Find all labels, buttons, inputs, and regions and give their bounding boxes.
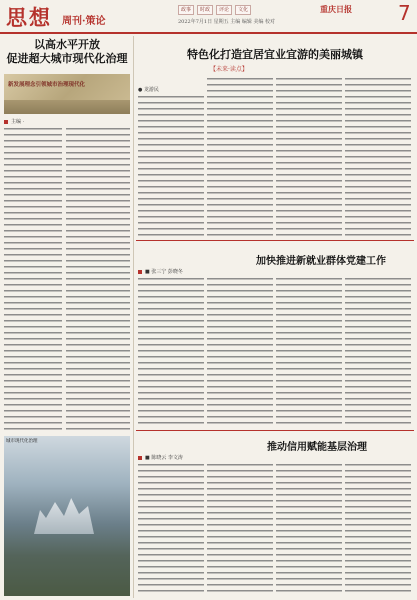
article1-byline-row xyxy=(4,118,24,125)
article4-body-col1 xyxy=(138,462,204,596)
article4-byline-row xyxy=(138,454,183,461)
tab-3: 评论 xyxy=(216,5,232,15)
article2-body-col2 xyxy=(207,76,273,236)
article2-body-col4 xyxy=(345,76,411,236)
section-tabs xyxy=(178,5,251,13)
article4-body-col3 xyxy=(276,462,342,596)
page-number: 7 xyxy=(398,1,411,25)
photo-caption: 城市现代化治理 xyxy=(6,439,38,444)
article3-body-col3 xyxy=(276,276,342,426)
masthead: 思想 xyxy=(6,5,52,30)
article4-body-col4 xyxy=(345,462,411,596)
article1-title xyxy=(4,38,130,66)
tab-1: 政事 xyxy=(178,5,194,15)
column-divider xyxy=(133,36,134,598)
article2-title: 特色化打造宜居宜业宜游的美丽城镇 xyxy=(187,48,363,61)
article1-banner-caption: 新发展理念引领城市治理现代化 xyxy=(8,82,86,88)
article1-byline: 主编 · xyxy=(11,119,25,125)
newspaper-logo: 重庆日报 xyxy=(320,4,352,14)
article3-byline: ■ 张三宁 彭晓冬 xyxy=(145,269,183,275)
section-subtitle: 周刊·策论 xyxy=(62,16,106,27)
article1-title-line1: 以高水平开放 xyxy=(34,38,100,51)
article4-byline: ■ 陈晓云 李文涛 xyxy=(145,455,183,461)
article1-title-line2: 促进超大城市现代化治理 xyxy=(6,52,128,65)
separator-1 xyxy=(136,240,414,241)
article3-byline-row xyxy=(138,268,183,275)
article2-kicker: 【未来·读点】 xyxy=(210,66,248,73)
article2-body-col1 xyxy=(138,94,204,236)
separator-2 xyxy=(136,430,414,431)
article2-body-col3 xyxy=(276,76,342,236)
city-photo xyxy=(4,436,130,596)
article3-body-col4 xyxy=(345,276,411,426)
bullet-icon xyxy=(138,270,142,274)
issue-meta: 2022年7月1日 星期五 主编 编辑 美编 校对 xyxy=(178,19,276,25)
tab-2: 时政 xyxy=(197,5,213,15)
article1-banner-image xyxy=(4,74,130,114)
article3-body-col2 xyxy=(207,276,273,426)
article4-body-col2 xyxy=(207,462,273,596)
article3-body-col1 xyxy=(138,276,204,426)
article4-title: 推动信用赋能基层治理 xyxy=(267,442,367,453)
article3-title: 加快推进新就业群体党建工作 xyxy=(256,256,386,267)
bullet-icon xyxy=(4,120,8,124)
tab-4: 文化 xyxy=(235,5,251,15)
article1-body-col2 xyxy=(66,126,130,431)
bullet-icon xyxy=(138,456,142,460)
article1-body-col1 xyxy=(4,126,62,431)
article2-byline: ● 龙游民 xyxy=(138,87,159,93)
article2-byline-row xyxy=(138,86,159,93)
